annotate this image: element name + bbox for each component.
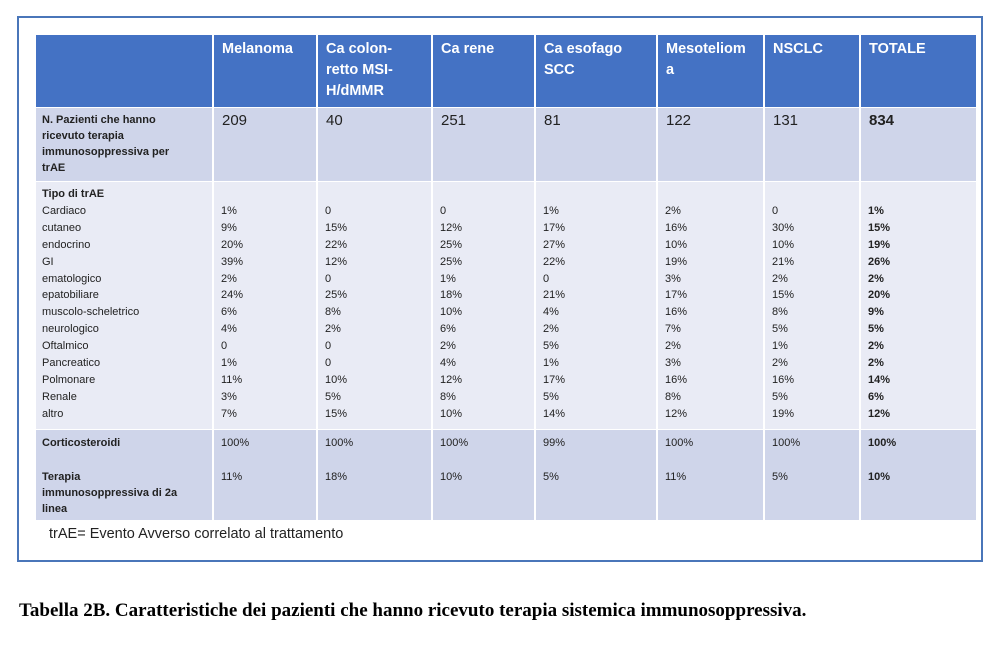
npazienti-nsclc: 131 [763, 108, 859, 181]
tipo-value: 2% [868, 357, 884, 370]
tipo-totale-cell [859, 182, 976, 429]
corticosteroidi-value: 100% [665, 437, 694, 449]
npazienti-melanoma: 209 [212, 108, 316, 181]
tipo-value: 4% [221, 323, 237, 336]
tipo-value: 7% [221, 407, 237, 420]
tipo-value: 10% [772, 238, 795, 251]
bottom-rene [431, 430, 534, 520]
tipo-value: 12% [868, 407, 891, 420]
tipo-value: 8% [772, 306, 788, 319]
tipo-value: 15% [325, 221, 348, 234]
tipo-label: Cardiaco [42, 204, 87, 217]
tipo-value: 18% [440, 289, 463, 302]
header-row [36, 35, 976, 107]
tipo-value: 1% [868, 204, 884, 217]
tipo-value: 2% [772, 272, 788, 285]
label-line: immunosoppressiva di 2a [42, 487, 178, 499]
npazienti-totale: 834 [859, 108, 976, 181]
tipo-value: 5% [772, 390, 788, 403]
corticosteroidi-value: 100% [221, 437, 250, 449]
label-line: linea [42, 503, 68, 515]
tipo-value: 1% [221, 357, 237, 370]
tipo-value: 1% [221, 204, 237, 217]
seconda-linea-value: 10% [868, 471, 891, 483]
tipo-value: 8% [665, 390, 681, 403]
npazienti-rene: 251 [431, 108, 534, 181]
npazienti-mesotelioma: 122 [656, 108, 763, 181]
tipo-label: cutaneo [42, 221, 82, 234]
tipo-value: 0 [325, 204, 332, 217]
tipo-value: 12% [440, 221, 463, 234]
seconda-linea-value: 11% [221, 471, 243, 483]
tipo-value: 0 [221, 340, 228, 353]
tipo-value: 8% [440, 390, 456, 403]
seconda-linea-value: 10% [440, 471, 463, 483]
tipo-value: 16% [665, 373, 688, 386]
tipo-melanoma-cell [212, 182, 316, 429]
header-totale [859, 35, 976, 107]
tipo-value: 0 [325, 272, 332, 285]
tipo-value: 0 [440, 204, 447, 217]
header-line: Ca colon- [326, 41, 393, 57]
tipo-value: 21% [543, 289, 566, 302]
tipo-value: 17% [543, 373, 566, 386]
header-melanoma [212, 35, 316, 107]
tipo-value: 27% [543, 238, 566, 251]
tipo-value: 9% [221, 221, 237, 234]
tipo-value: 4% [440, 357, 456, 370]
bottom-melanoma [212, 430, 316, 520]
label-line: ricevuto terapia [42, 130, 124, 142]
tipo-rene-cell [431, 182, 534, 429]
tipo-value: 1% [440, 272, 456, 285]
tipo-trae-row [36, 182, 976, 429]
tipo-value: 2% [868, 340, 884, 353]
tipo-label: Polmonare [42, 373, 96, 386]
tipo-value: 21% [772, 255, 795, 268]
tipo-label: endocrino [42, 238, 91, 251]
bottom-row [36, 430, 976, 520]
tipo-value: 20% [221, 238, 244, 251]
tipo-value: 9% [868, 306, 884, 319]
bottom-esofago [534, 430, 656, 520]
seconda-linea-value: 5% [772, 471, 788, 483]
tipo-value: 2% [868, 272, 884, 285]
header-line: retto MSI- [326, 62, 393, 78]
tipo-value: 1% [543, 204, 559, 217]
bottom-label-cell [36, 430, 212, 520]
tipo-value: 1% [543, 357, 559, 370]
corticosteroidi-label: Corticosteroidi [42, 437, 121, 449]
npazienti-row [36, 108, 976, 181]
table-caption: Tabella 2B. Caratteristiche dei pazienti che hanno ricevuto terapia sistemica immunosoppressiva. [19, 600, 807, 621]
corticosteroidi-value: 100% [440, 437, 469, 449]
tipo-value: 17% [665, 289, 688, 302]
corticosteroidi-value: 99% [543, 437, 566, 449]
tipo-value: 16% [665, 221, 688, 234]
label-line: trAE [42, 162, 66, 174]
label-line: N. Pazienti che hanno [42, 114, 156, 126]
tipo-value: 6% [868, 390, 884, 403]
bottom-mesotelioma [656, 430, 763, 520]
npazienti-label [36, 108, 212, 181]
corticosteroidi-value: 100% [325, 437, 354, 449]
tipo-value: 24% [221, 289, 244, 302]
tipo-value: 10% [440, 306, 463, 319]
tipo-value: 19% [665, 255, 688, 268]
tipo-value: 25% [440, 255, 463, 268]
tipo-value: 5% [543, 340, 559, 353]
bottom-nsclc [763, 430, 859, 520]
tipo-value: 22% [325, 238, 348, 251]
tipo-value: 5% [772, 323, 788, 336]
tipo-label: Pancreatico [42, 357, 101, 370]
tipo-mesotelioma-cell [656, 182, 763, 429]
tipo-value: 15% [772, 289, 795, 302]
tipo-value: 0 [325, 357, 332, 370]
label-line: immunosoppressiva per [42, 146, 170, 158]
tipo-value: 6% [221, 306, 237, 319]
tipo-nsclc-cell [763, 182, 859, 429]
npazienti-esofago: 81 [534, 108, 656, 181]
tipo-value: 10% [440, 407, 463, 420]
header-colon [316, 35, 431, 107]
tipo-value: 2% [543, 323, 559, 336]
tipo-value: 7% [665, 323, 681, 336]
tipo-value: 0 [543, 272, 550, 285]
corticosteroidi-value: 100% [772, 437, 801, 449]
tipo-value: 17% [543, 221, 566, 234]
tipo-value: 3% [665, 272, 681, 285]
tipo-value: 8% [325, 306, 341, 319]
bottom-colon [316, 430, 431, 520]
corticosteroidi-value: 100% [868, 437, 897, 449]
header-line: a [666, 62, 675, 78]
tipo-value: 20% [868, 289, 891, 302]
tipo-title: Tipo di trAE [42, 188, 105, 200]
tipo-value: 19% [772, 407, 795, 420]
tipo-value: 2% [440, 340, 456, 353]
tipo-value: 5% [325, 390, 341, 403]
tipo-value: 3% [665, 357, 681, 370]
seconda-linea-value: 5% [543, 471, 559, 483]
tipo-value: 12% [325, 255, 348, 268]
bottom-totale [859, 430, 976, 520]
tipo-value: 10% [665, 238, 688, 251]
tipo-esofago-cell [534, 182, 656, 429]
tipo-value: 16% [665, 306, 688, 319]
tipo-value: 0 [772, 204, 779, 217]
tipo-value: 22% [543, 255, 566, 268]
header-line: Ca rene [441, 41, 495, 57]
tipo-value: 15% [868, 221, 891, 234]
header-esofago [534, 35, 656, 107]
npazienti-colon: 40 [316, 108, 431, 181]
header-rene [431, 35, 534, 107]
tipo-value: 14% [868, 373, 891, 386]
header-line: H/dMMR [326, 83, 384, 99]
tipo-value: 30% [772, 221, 795, 234]
header-empty-cell [36, 35, 212, 107]
header-line: TOTALE [869, 41, 926, 57]
tipo-value: 39% [221, 255, 244, 268]
tipo-value: 16% [772, 373, 795, 386]
tipo-label: Oftalmico [42, 340, 89, 353]
tipo-value: 11% [221, 373, 243, 386]
tipo-value: 5% [543, 390, 559, 403]
tipo-value: 3% [221, 390, 237, 403]
tipo-value: 2% [772, 357, 788, 370]
tipo-value: 25% [440, 238, 463, 251]
header-mesotelioma [656, 35, 763, 107]
tipo-value: 12% [665, 407, 688, 420]
tipo-value: 2% [325, 323, 341, 336]
header-nsclc [763, 35, 859, 107]
tipo-label: altro [42, 407, 64, 420]
tipo-label-cell [36, 182, 212, 429]
tipo-value: 5% [868, 323, 884, 336]
tipo-value: 2% [221, 272, 237, 285]
tipo-label: ematologico [42, 272, 102, 285]
tipo-label: GI [42, 255, 54, 268]
tipo-value: 0 [325, 340, 332, 353]
tipo-value: 14% [543, 407, 566, 420]
tipo-value: 26% [868, 255, 891, 268]
seconda-linea-value: 11% [665, 471, 687, 483]
header-line: NSCLC [773, 41, 823, 57]
label-line: Terapia [42, 471, 81, 483]
header-line: Ca esofago [544, 41, 623, 57]
tipo-value: 2% [665, 204, 681, 217]
tipo-label: epatobiliare [42, 289, 99, 302]
tipo-value: 2% [665, 340, 681, 353]
seconda-linea-value: 18% [325, 471, 348, 483]
header-line: SCC [544, 62, 575, 78]
header-line: Mesoteliom [666, 41, 746, 57]
tipo-label: neurologico [42, 323, 99, 336]
tipo-label: muscolo-scheletrico [42, 306, 140, 319]
tipo-value: 1% [772, 340, 788, 353]
table-footnote: trAE= Evento Avverso correlato al trattamento [49, 526, 344, 542]
tipo-value: 12% [440, 373, 463, 386]
tipo-value: 10% [325, 373, 348, 386]
tipo-colon-cell [316, 182, 431, 429]
tipo-value: 19% [868, 238, 891, 251]
tipo-value: 25% [325, 289, 348, 302]
tipo-value: 15% [325, 407, 348, 420]
header-line: Melanoma [222, 41, 293, 57]
tipo-label: Renale [42, 390, 77, 403]
tipo-value: 6% [440, 323, 456, 336]
tipo-value: 4% [543, 306, 559, 319]
